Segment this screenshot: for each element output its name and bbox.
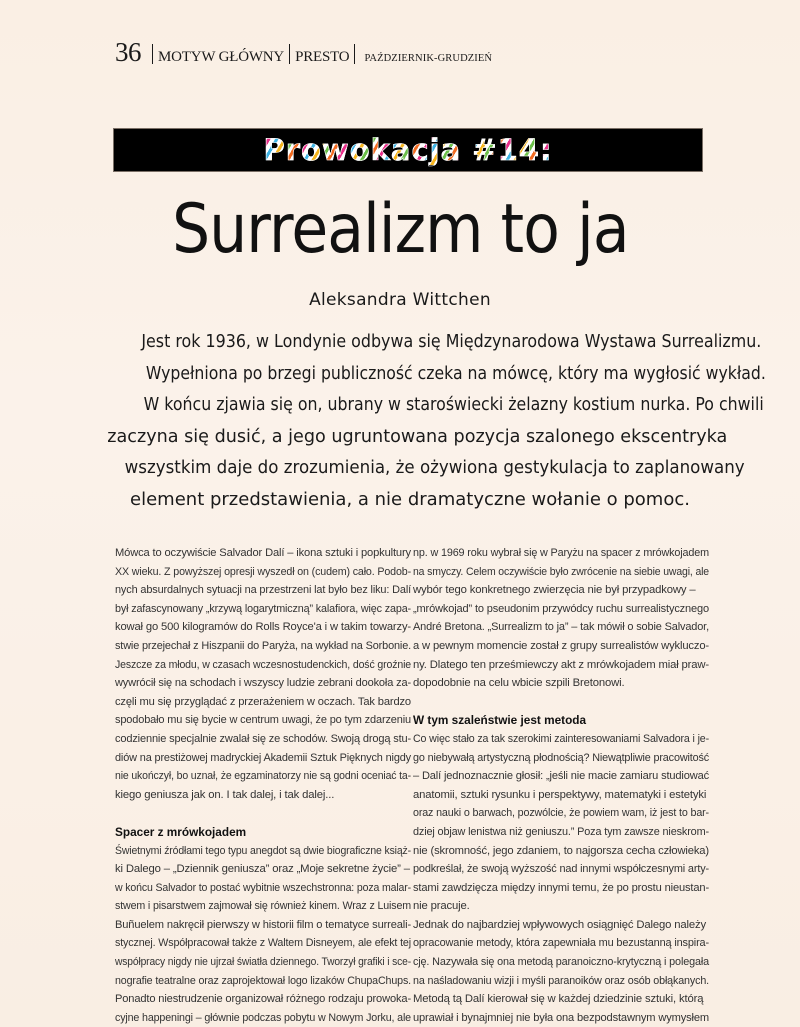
text-line: go niebywałą artystyczną płodnością? Niewątpliwie pracowitość <box>413 751 710 764</box>
text-line: ny. Dlatego ten prześmiewczy akt z mrówkojadem miał praw- <box>413 658 710 671</box>
text-line-row <box>413 953 709 972</box>
lead-line: zaczyna się dusić, a jego ugruntowana pozycja szalonego ekscentryka <box>107 425 728 447</box>
text-line: częli mu się przyglądać z przerażeniem w oczach. Tak bardzo <box>115 695 411 708</box>
text-line: nie (skromność, jego zdaniem, to najgorsza cecha człowieka) <box>413 844 709 857</box>
lead-line-row <box>100 389 764 421</box>
text-line-row <box>413 656 709 675</box>
lead-line: Wypełniona po brzegi publiczność czeka na mówcę, który ma wygłosić wykład. <box>145 362 766 384</box>
paragraph <box>413 916 709 1027</box>
subheading: Spacer z mrówkojadem <box>115 824 247 839</box>
text-line-row <box>115 786 411 805</box>
lead-line-row <box>100 326 762 358</box>
text-line: na naśladowaniu wizji i myśli paranoików oraz osób obłąkanych. <box>413 974 709 987</box>
lead-line: wszystkim daje do zrozumienia, że ożywiona gestykulacja to zaplanowany <box>124 457 745 478</box>
text-line: dopodobnie na celu wbicie szpili Bretonowi. <box>413 677 625 690</box>
text-line-row <box>115 860 411 879</box>
text-line: Świetnymi źródłami tego typu anegdot są dwie biograficzne książ- <box>115 844 411 857</box>
paragraph <box>413 730 709 916</box>
text-line: André Bretona. „Surrealizm to ja” – tak mówił o sobie Salvador, <box>413 621 709 634</box>
text-line-row <box>115 674 411 693</box>
text-line-row <box>413 786 709 805</box>
text-line-row <box>115 1009 411 1027</box>
text-line: nie ukończył, bo uznał, że egzaminatorzy nie są godni oceniać ta- <box>115 770 411 783</box>
text-line-row <box>115 730 411 749</box>
text-line-row <box>115 749 411 768</box>
section-name: MOTYW GŁÓWNY <box>158 49 285 65</box>
text-line-row <box>413 897 709 916</box>
text-line-row <box>115 637 411 656</box>
text-line-row <box>115 544 411 563</box>
text-line: podkreślał, że swoją wyższość nad innymi współczesnymi arty- <box>413 863 709 876</box>
text-line: Jednak do najbardziej wpływowych osiągnięć Dalego należy <box>413 918 707 931</box>
text-line: cyjne happeningi – głównie podczas pobytu w Nowym Jorku, ale <box>115 1011 411 1024</box>
text-line-row <box>115 711 411 730</box>
text-line-row <box>115 600 411 619</box>
spacer <box>115 804 411 823</box>
text-line-row <box>413 544 709 563</box>
text-line: w końcu Salvador to postać wybitnie wszechstronna: poza malar- <box>115 881 411 894</box>
text-line-row <box>413 767 709 786</box>
text-line: kiego geniusza jak on. I tak dalej, i tak dalej... <box>115 788 335 801</box>
issue-date: PAŹDZIERNIK-GRUDZIEŃ <box>364 53 493 64</box>
text-line: kował go 500 kilogramów do Rolls Royce'a i w takim towarzy- <box>115 621 412 634</box>
lead-line: Jest rok 1936, w Londynie odbywa się Międzynarodowa Wystawa Surrealizmu. <box>141 331 762 352</box>
text-line-row <box>115 916 411 935</box>
kicker-banner <box>113 128 703 172</box>
paragraph <box>115 544 411 804</box>
text-line: uprawiał i bynajmniej nie była ona bezpodstawnym wymysłem <box>413 1011 709 1024</box>
separator <box>354 44 355 64</box>
text-line: na smyczy. Celem oczywiście było zwrócenie na siebie uwagi, ale <box>413 565 709 578</box>
text-line: wybór tego konkretnego zwierzęcia nie był przypadkowy – <box>413 584 696 597</box>
separator <box>152 44 153 64</box>
text-line-row <box>413 730 709 749</box>
lead-line-row <box>100 358 766 390</box>
text-line: nych absurdalnych sytuacji na przestrzeni lat było bez liku: Dalí <box>115 584 411 597</box>
text-line-row <box>115 581 411 600</box>
text-line: – Dalí jednoznacznie głosił: „jeśli nie macie zamiaru studiować <box>413 770 709 783</box>
text-line-row <box>413 842 709 861</box>
text-line: anatomii, sztuki rysunku i perspektywy, matematyki i estetyki <box>413 788 707 801</box>
text-line: a w pewnym momencie został z grupy surrealistów wykluczo- <box>413 639 710 652</box>
text-line-row <box>115 990 411 1009</box>
text-line: Co więc stało za tak szerokimi zainteresowaniami Salvadora i je- <box>413 732 709 745</box>
text-line-row <box>413 581 709 600</box>
text-line: stycznej. Współpracował także z Waltem Disneyem, ale efekt tej <box>115 937 411 950</box>
page-number: 36 <box>115 37 141 67</box>
text-line: Mówca to oczywiście Salvador Dalí – ikona sztuki i popkultury <box>115 547 411 559</box>
spacer <box>413 693 709 712</box>
text-line: stami zawdzięcza między innymi temu, że po prostu nieustan- <box>413 881 710 894</box>
text-line: Metodą tą Dalí kierował się w każdej dziedzinie sztuki, którą <box>413 993 704 1006</box>
text-line-row <box>413 823 709 842</box>
text-line-row <box>413 916 709 935</box>
text-line: „mrówkojad” to pseudonim przywódcy ruchu surrealistycznego <box>413 602 709 615</box>
text-line-row <box>413 972 709 991</box>
lead-line-row <box>100 452 745 484</box>
text-line: cję. Nazywała się ona metodą paranoiczno-krytyczną i polegała <box>413 956 710 969</box>
text-line-row <box>413 804 709 823</box>
separator <box>289 44 290 64</box>
magazine-name: PRESTO <box>295 49 350 65</box>
text-line-row <box>115 953 411 972</box>
running-head <box>115 36 492 68</box>
text-line-row <box>115 842 411 861</box>
text-line: wywrócił się na schodach i wszyscy ludzie zebrani dookoła za- <box>115 677 411 690</box>
lead-paragraph <box>100 326 766 515</box>
text-line: Jeszcze za młodu, w czasach wczesnostudenckich, dość groźnie <box>115 658 412 671</box>
text-line: stwem i pisarstwem zajmował się również kinem. Wraz z Luisem <box>115 900 412 913</box>
text-line: nografie teatralne oraz zaprojektował logo lizaków ChupaChups. <box>115 974 411 987</box>
text-line: codziennie specjalnie zwalał się ze schodów. Swoją drogą stu- <box>115 732 411 745</box>
paragraph <box>413 544 709 693</box>
text-line: współpracy nigdy nie ujrzał światła dziennego. Tworzył grafiki i sce- <box>115 956 412 969</box>
text-line: opracowanie metody, która zapewniała mu bezustanną inspira- <box>413 937 709 950</box>
text-line-row <box>413 860 709 879</box>
text-line-row <box>413 637 709 656</box>
text-line: XX wieku. Z powyższej opresji wyszedł on (cudem) cało. Podob- <box>115 565 411 578</box>
text-line-row <box>115 693 411 712</box>
text-line-row <box>413 674 709 693</box>
text-line: spodobało mu się bycie w centrum uwagi, że po tym zdarzeniu <box>115 714 411 727</box>
lead-line-row <box>100 421 728 453</box>
body-column-left <box>115 544 411 1027</box>
body-column-right <box>413 544 709 1027</box>
article-title: Surrealizm to ja <box>171 190 629 269</box>
text-line-row <box>413 563 709 582</box>
text-line-row <box>115 767 411 786</box>
kicker-text: Prowokacja #14: <box>263 132 553 167</box>
text-line-row <box>115 934 411 953</box>
paragraph <box>115 842 411 1027</box>
lead-line: W końcu zjawia się on, ubrany w staroświecki żelazny kostium nurka. Po chwili <box>143 394 764 415</box>
lead-line: element przedstawienia, a nie dramatyczne wołanie o pomoc. <box>130 488 690 510</box>
text-line: Buñuelem nakręcił pierwszy w historii film o tematyce surreali- <box>115 918 411 931</box>
author-byline: Aleksandra Wittchen <box>309 290 491 310</box>
text-line: dziej objaw lenistwa niż geniuszu.” Poza tym zawsze nieskrom- <box>413 825 709 838</box>
text-line-row <box>115 897 411 916</box>
text-line: diów na prestiżowej madryckiej Akademii Sztuk Pięknych nigdy <box>115 751 412 764</box>
text-line: był zafascynowany „krzywą logarytmiczną” kalafiora, więc zapa- <box>115 602 412 615</box>
text-line-row <box>413 934 709 953</box>
text-line: stwie przejechał z Hiszpanii do Paryża, na wykład na Sorbonie. <box>115 639 412 652</box>
text-line-row <box>115 656 411 675</box>
text-line-row <box>115 972 411 991</box>
subheading: W tym szaleństwie jest metoda <box>413 713 587 728</box>
article-title-block <box>0 190 800 270</box>
text-line-row <box>413 600 709 619</box>
text-line-row <box>413 879 709 898</box>
text-line-row <box>115 563 411 582</box>
text-line-row <box>413 990 709 1009</box>
text-line: ki Dalego – „Dziennik geniusza” oraz „Moje sekretne życie” – <box>115 863 410 876</box>
text-line-row <box>115 618 411 637</box>
text-line-row <box>413 1009 709 1027</box>
text-line: np. w 1969 roku wybrał się w Paryżu na spacer z mrówkojadem <box>413 547 709 559</box>
text-line-row <box>115 879 411 898</box>
text-line: Ponadto niestrudzenie organizował różnego rodzaju prowoka- <box>115 993 412 1006</box>
lead-line-row <box>100 484 720 516</box>
text-line-row <box>413 618 709 637</box>
text-line-row <box>413 749 709 768</box>
text-line: oraz nauki o barwach, pozwólcie, że powiem wam, iż jest to bar- <box>413 807 709 820</box>
text-line: nie pracuje. <box>413 900 470 913</box>
